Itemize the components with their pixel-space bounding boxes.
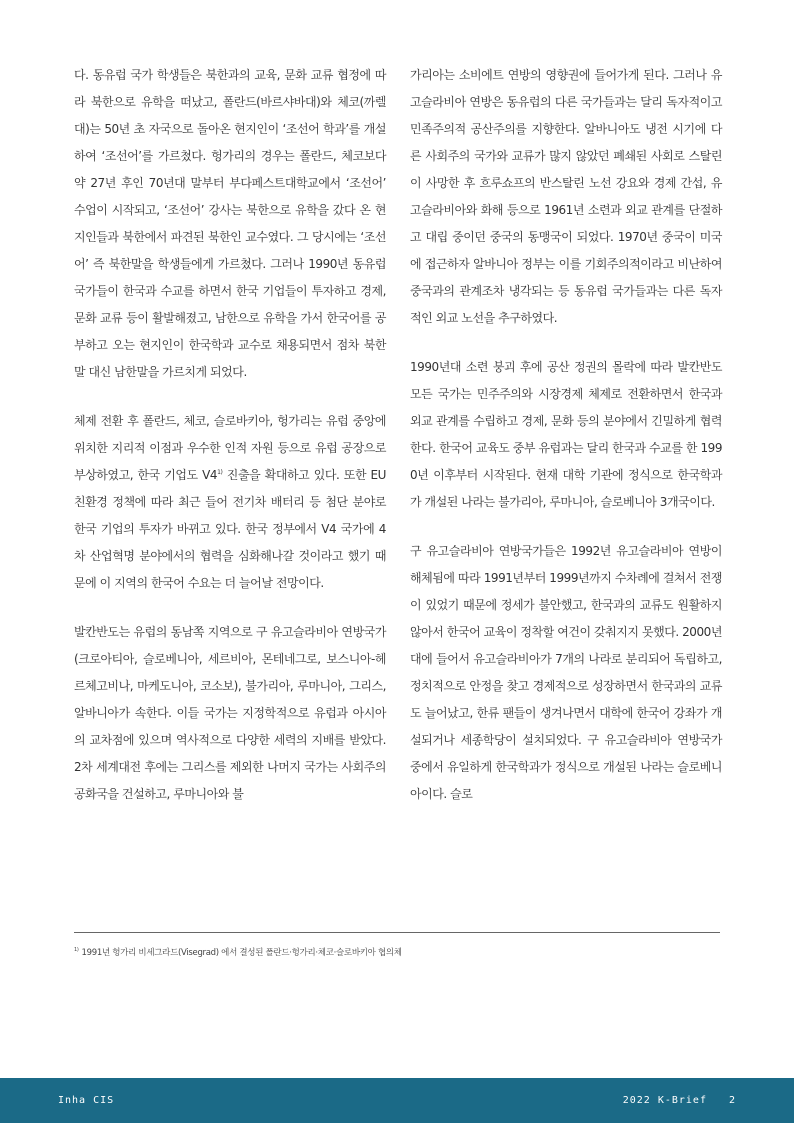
paragraph-yugoslavia-albania: 가리아는 소비에트 연방의 영향권에 들어가게 된다. 그러나 유고슬라비아 연방은 동유럽의 다른 국가들과는 달리 독자적이고 민족주의적 공산주의를 지향한다. 알바니아도 냉전 시기에 다른 사회주의 국가와 교류가 많지 않았던 폐쇄된 사회로 스탈린이 사망한 후 흐루쇼프의 반스탈린 노선 강요와 경제 간섭, 유고슬라비아와 화해 등으로 1961년 소련과 외교 관계를 단절하고 대립 중이던 중국의 동맹국이 되었다. 1970년 중국이 미국에 접근하자 알바니아 정부는 이를 기회주의적이라고 비난하여 중국과의 관계조차 냉각되는 등 동유럽 국가들과는 다른 독자적인 외교 노선을 추구하였다. xyxy=(410,68,722,325)
paragraph-text: 체제 전환 후 폴란드, 체코, 슬로바키아, 헝가리는 유럽 중앙에 위치한 지리적 이점과 우수한 인적 자원 등으로 유럽 공장으로 부상하였고, 한국 기업도 V4 xyxy=(74,414,386,482)
footer-org-name: Inha CIS xyxy=(58,1095,115,1106)
page-number: 2 xyxy=(728,1095,736,1106)
right-column xyxy=(410,62,722,830)
footer-publication-title: 2022 K-Brief xyxy=(622,1095,707,1106)
page-footer xyxy=(0,1078,794,1123)
paragraph-text: 진출을 확대하고 있다. 또한 EU 친환경 정책에 따라 최근 들어 전기차 배터리 등 첨단 분야로 한국 기업의 투자가 바뀌고 있다. 한국 정부에서 V4 국가에 4차 산업혁명 분야에서의 협력을 심화해나갈 것이라고 했기 때문에 이 지역의 한국어 수요는 더 늘어날 전망이다. xyxy=(74,468,387,590)
paragraph-former-yugoslavia: 구 유고슬라비아 연방국가들은 1992년 유고슬라비아 연방이 해체됨에 따라 1991년부터 1999년까지 수차례에 걸쳐서 전쟁이 있었기 때문에 정세가 불안했고, 한국과의 교류도 원활하지 않아서 한국어 교육이 정착할 여건이 갖춰지지 못했다. 2000년대에 들어서 유고슬라비아가 7개의 나라로 분리되어 독립하고, 정치적으로 안정을 찾고 경제적으로 성장하면서 한국과의 교류도 늘어났고, 한류 팬들이 생겨나면서 대학에 한국어 강좌가 개설되거나 세종학당이 설치되었다. 구 유고슬라비아 연방국가 중에서 유일하게 한국학과가 정식으로 개설된 나라는 슬로베니아이다. 슬로 xyxy=(410,544,722,801)
footnote-marker: 1) xyxy=(74,947,79,954)
paragraph-north-korea-exchange: 다. 동유럽 국가 학생들은 북한과의 교육, 문화 교류 협정에 따라 북한으로 유학을 떠났고, 폴란드(바르샤바대)와 체코(까렐대)는 50년 초 자국으로 돌아온 현지인이 ‘조선어 학과’를 개설하여 ‘조선어’를 가르쳤다. 헝가리의 경우는 폴란드, 체코보다 약 27년 후인 70년대 말부터 부다페스트대학교에서 ‘조선어’ 수업이 시작되고, ‘조선어’ 강사는 북한으로 유학을 갔다 온 현지인들과 북한에서 파견된 북한인 교수였다. 그 당시에는 ‘조선어’ 즉 북한말을 학생들에게 가르쳤다. 그러나 1990년 동유럽 국가들이 한국과 수교를 하면서 한국 기업들이 투자하고 경제, 문화 교류 등이 활발해졌고, 남한으로 유학을 가서 한국어를 공부하고 오는 현지인이 한국학과 교수로 채용되면서 점차 북한말 대신 남한말을 가르치게 되었다. xyxy=(74,68,386,379)
footer-publication xyxy=(623,1095,736,1106)
footnote-divider xyxy=(74,932,720,933)
footnote-text: 1991년 헝가리 비세그라드(Visegrad) 에서 결성된 폴란드·헝가리·체코·슬로바키아 협의체 xyxy=(81,948,402,958)
paragraph-post-1990: 1990년대 소련 붕괴 후에 공산 정권의 몰락에 따라 발칸반도 모든 국가는 민주주의와 시장경제 체제로 전환하면서 한국과 외교 관계를 수립하고 경제, 문화 등의 분야에서 긴밀하게 협력한다. 한국어 교육도 중부 유럽과는 달리 한국과 수교를 한 1990년 이후부터 시작된다. 현재 대학 기관에 정식으로 한국학과가 개설된 나라는 불가리아, 루마니아, 슬로베니아 3개국이다. xyxy=(410,360,722,509)
paragraph-balkan-intro: 발칸반도는 유럽의 동남쪽 지역으로 구 유고슬라비아 연방국가(크로아티아, 슬로베니아, 세르비아, 몬테네그로, 보스니아-헤르체고비나, 마케도니아, 코소보), 불가리아, 루마니아, 그리스, 알바니아가 속한다. 이들 국가는 지정학적으로 유럽과 아시아의 교차점에 있으며 역사적으로 다양한 세력의 지배를 받았다. 2차 세계대전 후에는 그리스를 제외한 나머지 국가는 사회주의 공화국을 건설하고, 루마니아와 불 xyxy=(74,625,386,801)
left-column xyxy=(74,62,386,830)
footnote-reference[interactable]: 1) xyxy=(217,469,223,476)
paragraph-system-transition xyxy=(74,408,386,597)
footnote xyxy=(74,946,720,958)
